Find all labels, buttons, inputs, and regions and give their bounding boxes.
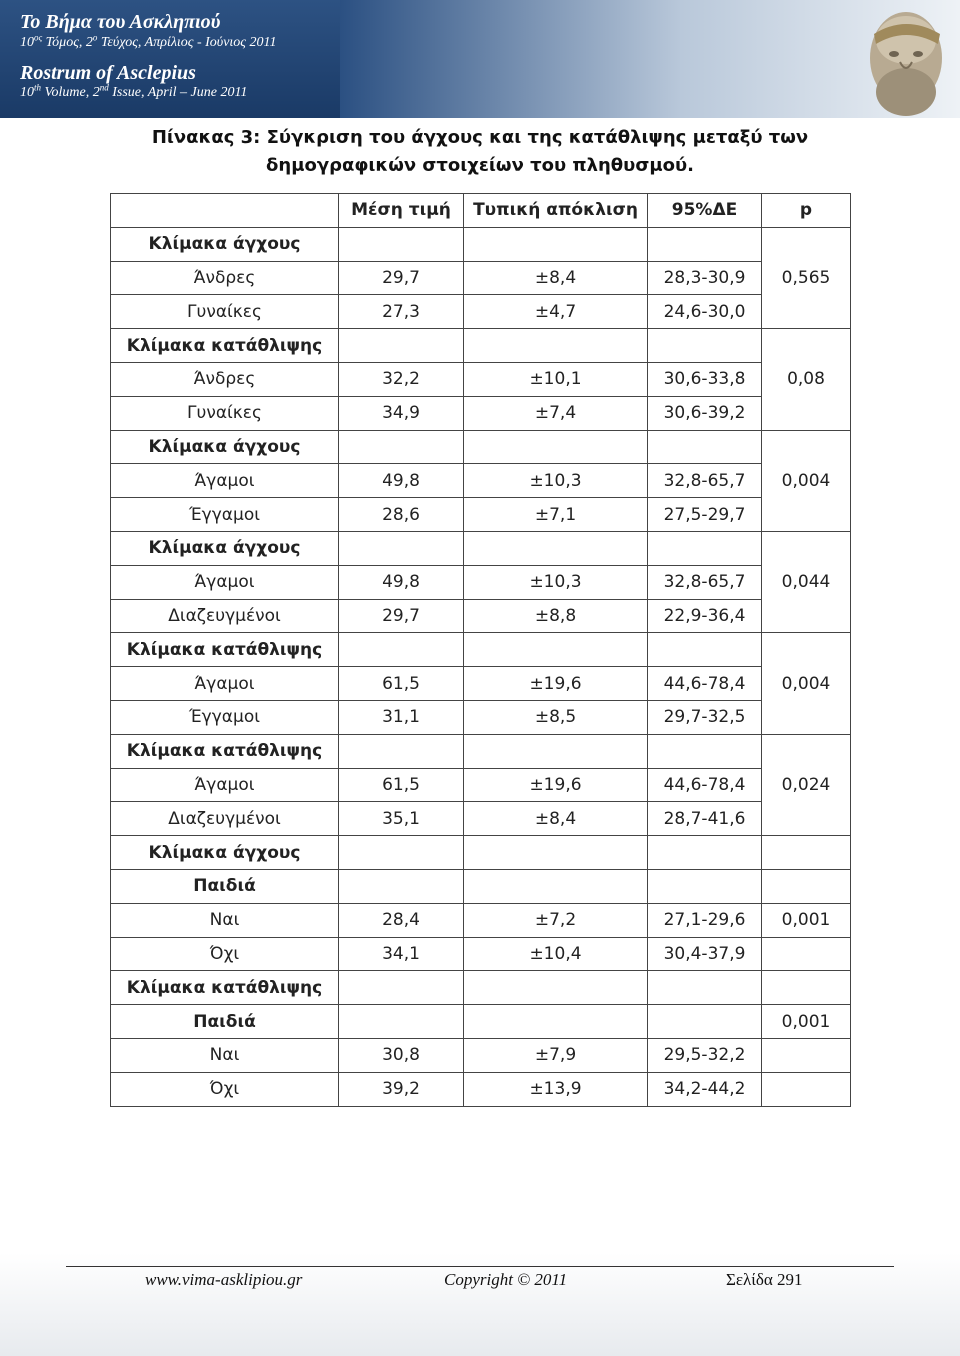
mean-value: 61,5 [339, 667, 464, 701]
confidence-interval: 22,9-36,4 [648, 599, 762, 633]
std-deviation: ±13,9 [464, 1072, 648, 1106]
table-row [111, 396, 851, 430]
p-value: 0,001 [762, 903, 851, 937]
empty-cell [339, 227, 464, 261]
section-title-row [111, 836, 851, 870]
table-row [111, 937, 851, 971]
mean-value: 35,1 [339, 802, 464, 836]
section-title-row [111, 531, 851, 565]
mean-value: 39,2 [339, 1072, 464, 1106]
p-value: 0,004 [762, 633, 851, 734]
empty-cell [648, 227, 762, 261]
std-deviation: ±7,2 [464, 903, 648, 937]
std-deviation: ±7,4 [464, 396, 648, 430]
footer-website-link[interactable]: www.vima-asklipiou.gr [145, 1270, 303, 1289]
empty-cell [762, 937, 851, 971]
section-title: Κλίμακα κατάθλιψης [111, 329, 339, 363]
empty-cell [339, 734, 464, 768]
empty-cell [464, 734, 648, 768]
p-value [762, 1038, 851, 1072]
mean-value: 61,5 [339, 768, 464, 802]
mean-value: 49,8 [339, 565, 464, 599]
empty-cell [339, 531, 464, 565]
table-row [111, 498, 851, 532]
std-deviation: ±10,1 [464, 362, 648, 396]
table-row [111, 700, 851, 734]
confidence-interval: 28,7-41,6 [648, 802, 762, 836]
group-label: Άνδρες [111, 261, 339, 295]
group-label: Ναι [111, 903, 339, 937]
confidence-interval: 27,5-29,7 [648, 498, 762, 532]
empty-cell [339, 430, 464, 464]
column-header: Μέση τιμή [339, 194, 464, 228]
p-value [762, 869, 851, 903]
empty-cell [648, 1005, 762, 1039]
section-title: Κλίμακα άγχους [111, 430, 339, 464]
empty-cell [339, 836, 464, 870]
section-title: Κλίμακα κατάθλιψης [111, 633, 339, 667]
table-header-row [111, 194, 851, 228]
journal-title-greek: Το Βήμα του Ασκληπιού [20, 11, 221, 33]
group-label: Άγαμοι [111, 565, 339, 599]
empty-cell [648, 329, 762, 363]
table-row [111, 261, 851, 295]
group-label: Άγαμοι [111, 667, 339, 701]
table-row [111, 295, 851, 329]
table-row [111, 1038, 851, 1072]
empty-cell [648, 531, 762, 565]
empty-cell [464, 836, 648, 870]
empty-cell [648, 836, 762, 870]
footer-page-number: Σελίδα 291 [726, 1270, 803, 1289]
journal-title-english: Rostrum of Asclepius [20, 62, 196, 84]
std-deviation: ±19,6 [464, 768, 648, 802]
std-deviation: ±4,7 [464, 295, 648, 329]
section-subtitle-row [111, 869, 851, 903]
std-deviation: ±8,5 [464, 700, 648, 734]
section-title-row [111, 430, 851, 464]
p-value: 0,565 [762, 227, 851, 328]
mean-value: 34,9 [339, 396, 464, 430]
confidence-interval: 28,3-30,9 [648, 261, 762, 295]
group-label: Ναι [111, 1038, 339, 1072]
empty-cell [339, 971, 464, 1005]
group-label: Διαζευγμένοι [111, 802, 339, 836]
table-row [111, 464, 851, 498]
group-label: Άγαμοι [111, 464, 339, 498]
mean-value: 49,8 [339, 464, 464, 498]
confidence-interval: 34,2-44,2 [648, 1072, 762, 1106]
std-deviation: ±8,8 [464, 599, 648, 633]
table-caption: Πίνακας 3: Σύγκριση του άγχους και της κατάθλιψης μεταξύ των δημογραφικών στοιχείων του πληθυσμού. [151, 127, 809, 176]
confidence-interval: 27,1-29,6 [648, 903, 762, 937]
group-label: Όχι [111, 1072, 339, 1106]
column-header: p [762, 194, 851, 228]
table-row [111, 768, 851, 802]
group-label: Έγγαμοι [111, 498, 339, 532]
empty-cell [464, 227, 648, 261]
confidence-interval: 24,6-30,0 [648, 295, 762, 329]
table-row [111, 599, 851, 633]
p-value: 0,024 [762, 734, 851, 835]
section-title: Κλίμακα άγχους [111, 531, 339, 565]
section-title: Κλίμακα άγχους [111, 836, 339, 870]
mean-value: 30,8 [339, 1038, 464, 1072]
footer-rule [66, 1266, 894, 1267]
empty-cell [762, 1072, 851, 1106]
empty-cell [464, 971, 648, 1005]
empty-cell [648, 734, 762, 768]
empty-cell [339, 633, 464, 667]
column-header: 95%ΔΕ [648, 194, 762, 228]
group-label: Γυναίκες [111, 295, 339, 329]
empty-cell [648, 430, 762, 464]
mean-value: 29,7 [339, 261, 464, 295]
mean-value: 28,4 [339, 903, 464, 937]
group-label: Διαζευγμένοι [111, 599, 339, 633]
footer-background [0, 1253, 960, 1356]
mean-value: 34,1 [339, 937, 464, 971]
group-label: Άνδρες [111, 362, 339, 396]
section-title-row [111, 227, 851, 261]
std-deviation: ±10,3 [464, 565, 648, 599]
empty-cell [339, 329, 464, 363]
column-header: Τυπική απόκλιση [464, 194, 648, 228]
empty-cell [464, 531, 648, 565]
group-label: Έγγαμοι [111, 700, 339, 734]
group-label: Άγαμοι [111, 768, 339, 802]
section-title: Κλίμακα κατάθλιψης [111, 734, 339, 768]
confidence-interval: 29,7-32,5 [648, 700, 762, 734]
section-title-row [111, 633, 851, 667]
issue-info-english: 10th Volume, 2nd Issue, April – June 2011 [20, 82, 248, 100]
p-value: 0,004 [762, 430, 851, 531]
confidence-interval: 44,6-78,4 [648, 667, 762, 701]
empty-cell [464, 329, 648, 363]
empty-cell [464, 869, 648, 903]
mean-value: 31,1 [339, 700, 464, 734]
asclepius-bust-logo [848, 0, 960, 118]
group-label: Γυναίκες [111, 396, 339, 430]
footer-copyright: Copyright © 2011 [444, 1270, 568, 1289]
empty-cell [762, 971, 851, 1005]
confidence-interval: 32,8-65,7 [648, 565, 762, 599]
p-value: 0,001 [762, 1005, 851, 1039]
section-subtitle: Παιδιά [111, 1005, 339, 1039]
section-subtitle: Παιδιά [111, 869, 339, 903]
issue-info-greek: $10^{o\varsigma}$ Τόμος, $2^o$ Τεύχος, Απρίλιος - Ιούνιος 2011 [20, 32, 277, 50]
empty-cell [648, 633, 762, 667]
table-row [111, 1072, 851, 1106]
section-title: Κλίμακα κατάθλιψης [111, 971, 339, 1005]
comparison-table [110, 193, 851, 1107]
table-row [111, 903, 851, 937]
mean-value: 27,3 [339, 295, 464, 329]
confidence-interval: 30,4-37,9 [648, 937, 762, 971]
empty-cell [464, 1005, 648, 1039]
empty-cell [762, 836, 851, 870]
empty-cell [339, 1005, 464, 1039]
table-row [111, 362, 851, 396]
std-deviation: ±7,9 [464, 1038, 648, 1072]
mean-value: 29,7 [339, 599, 464, 633]
empty-cell [648, 971, 762, 1005]
mean-value: 32,2 [339, 362, 464, 396]
group-label: Όχι [111, 937, 339, 971]
std-deviation: ±8,4 [464, 261, 648, 295]
confidence-interval: 30,6-39,2 [648, 396, 762, 430]
mean-value: 28,6 [339, 498, 464, 532]
std-deviation: ±19,6 [464, 667, 648, 701]
std-deviation: ±10,4 [464, 937, 648, 971]
confidence-interval: 32,8-65,7 [648, 464, 762, 498]
std-deviation: ±8,4 [464, 802, 648, 836]
confidence-interval: 29,5-32,2 [648, 1038, 762, 1072]
std-deviation: ±7,1 [464, 498, 648, 532]
section-title-row [111, 734, 851, 768]
empty-cell [648, 869, 762, 903]
std-deviation: ±10,3 [464, 464, 648, 498]
header-title-panel [0, 0, 340, 118]
table-row [111, 565, 851, 599]
p-value: 0,044 [762, 531, 851, 632]
p-value: 0,08 [762, 329, 851, 430]
section-title-row [111, 971, 851, 1005]
empty-cell [464, 633, 648, 667]
empty-cell [339, 869, 464, 903]
table-row [111, 667, 851, 701]
journal-header [0, 0, 960, 118]
empty-cell [464, 430, 648, 464]
section-subtitle-row [111, 1005, 851, 1039]
column-header [111, 194, 339, 228]
confidence-interval: 44,6-78,4 [648, 768, 762, 802]
section-title-row [111, 329, 851, 363]
section-title: Κλίμακα άγχους [111, 227, 339, 261]
table-row [111, 802, 851, 836]
confidence-interval: 30,6-33,8 [648, 362, 762, 396]
